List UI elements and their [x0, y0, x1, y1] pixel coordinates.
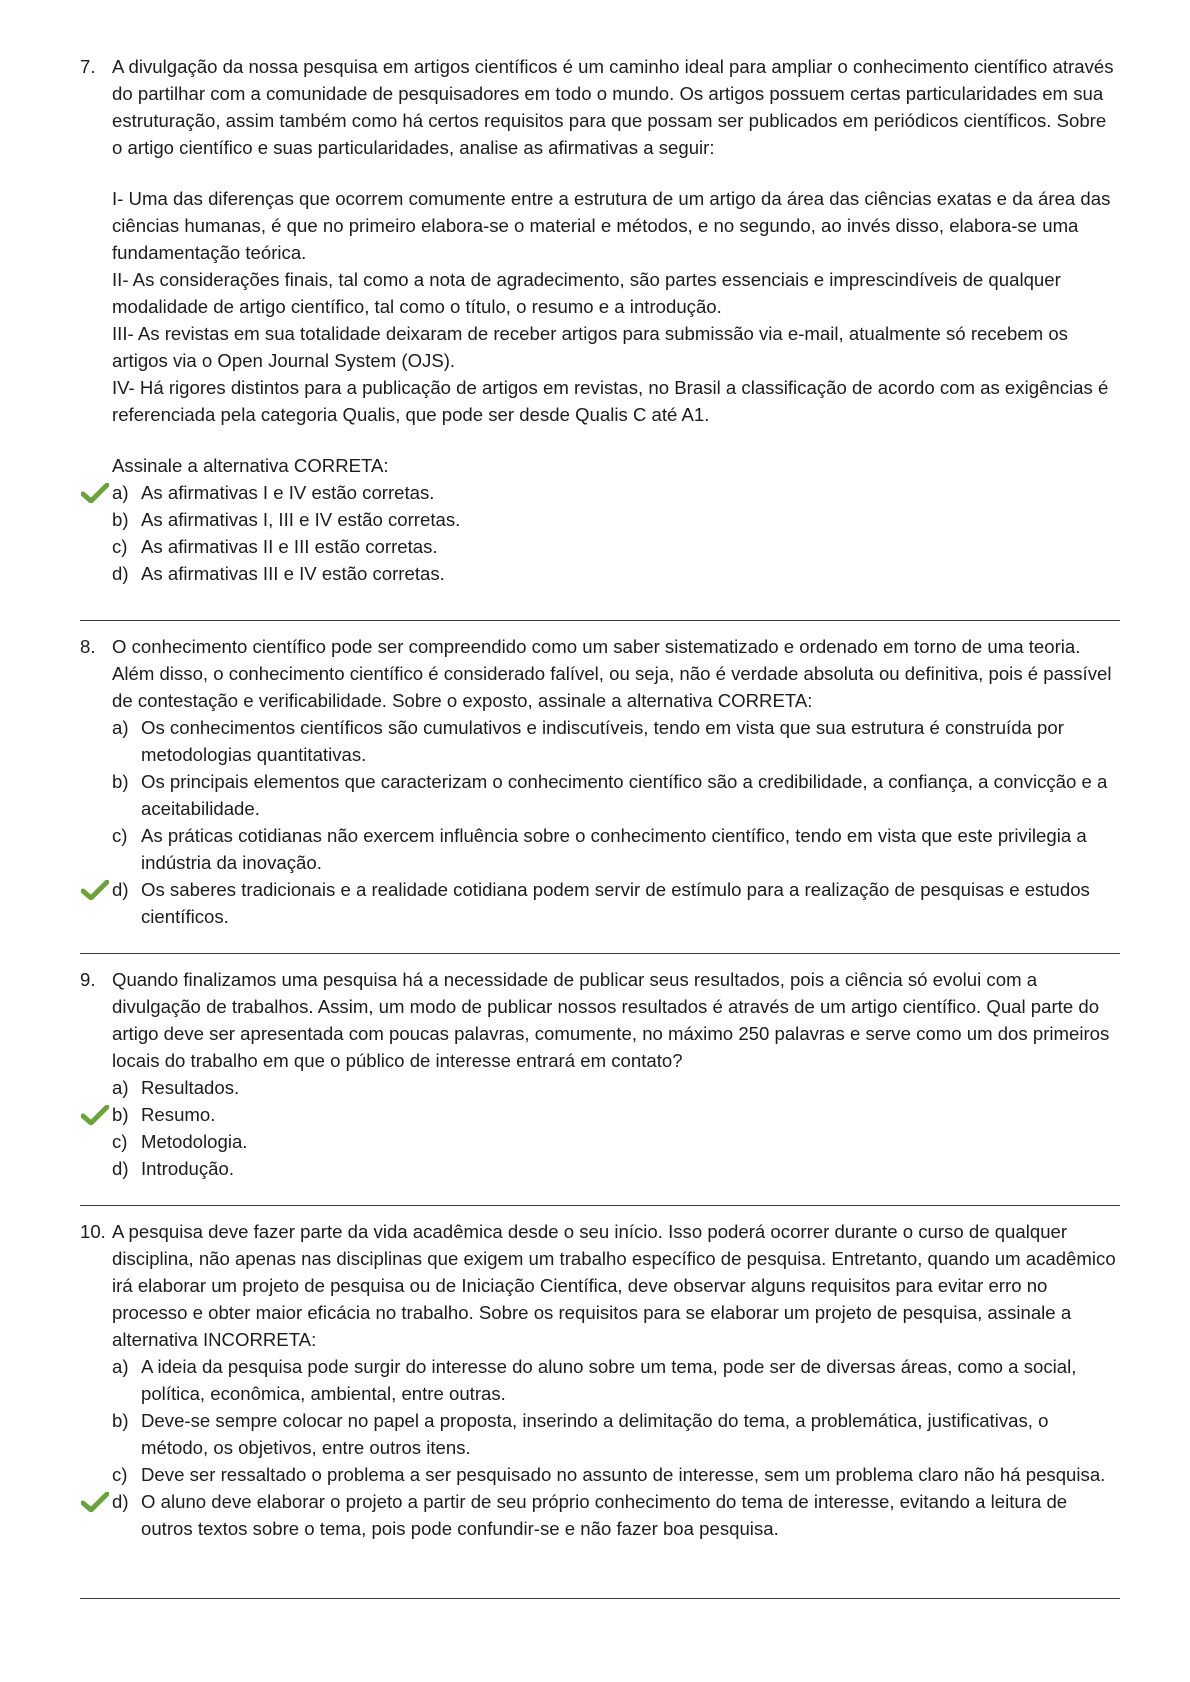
- option-c[interactable]: [80, 1461, 1120, 1488]
- option-letter: d): [112, 563, 129, 584]
- option-letter: a): [112, 1077, 129, 1098]
- option-letter: c): [112, 1464, 128, 1485]
- section-divider: [80, 1205, 1120, 1206]
- option-a[interactable]: [80, 1353, 1120, 1407]
- question-number: 9.: [80, 969, 96, 990]
- option-text: O aluno deve elaborar o projeto a partir de seu próprio conhecimento do tema de interesse, evitando a leitura de outros textos sobre o tema, pois pode confundir-se e não fazer boa pesquisa.: [141, 1491, 1068, 1539]
- option-text: As afirmativas I, III e IV estão corretas.: [141, 509, 461, 530]
- option-a[interactable]: [80, 479, 1120, 506]
- question-9-stem: [80, 966, 1120, 1074]
- option-text: A ideia da pesquisa pode surgir do interesse do aluno sobre um tema, pode ser de diversas áreas, como a social, política, econômica, ambiental, entre outras.: [141, 1356, 1077, 1404]
- question-number: 8.: [80, 636, 96, 657]
- statement-1: I- Uma das diferenças que ocorrem comumente entre a estrutura de um artigo da área das ciências exatas e da área das ciências humanas, é que no primeiro elabora-se o material e métodos, e no segundo, ao invés disso, elabora-se uma fundamentação teórica.: [112, 188, 1111, 263]
- option-letter: d): [112, 1491, 129, 1512]
- statement-4: IV- Há rigores distintos para a publicação de artigos em revistas, no Brasil a classificação de acordo com as exigências é referenciada pela categoria Qualis, que pode ser desde Qualis C até A1.: [112, 377, 1109, 425]
- option-letter: b): [112, 771, 129, 792]
- question-number: 7.: [80, 56, 96, 77]
- option-letter: a): [112, 1356, 129, 1377]
- question-number: 10.: [80, 1221, 106, 1242]
- checkmark-icon: [81, 880, 109, 900]
- option-text: As afirmativas I e IV estão corretas.: [141, 482, 435, 503]
- option-a[interactable]: [80, 714, 1120, 768]
- option-text: Introdução.: [141, 1158, 235, 1179]
- option-text: Deve-se sempre colocar no papel a proposta, inserindo a delimitação do tema, a problemática, justificativas, o método, os objetivos, entre outros itens.: [141, 1410, 1049, 1458]
- option-letter: b): [112, 509, 129, 530]
- option-b[interactable]: [80, 1407, 1120, 1461]
- option-letter: a): [112, 482, 129, 503]
- section-divider: [80, 953, 1120, 954]
- checkmark-icon: [81, 483, 109, 503]
- question-8-stem: [80, 633, 1120, 714]
- option-d[interactable]: [80, 876, 1120, 930]
- statement-3: III- As revistas em sua totalidade deixaram de receber artigos para submissão via e-mail, atualmente só recebem os artigos via o Open Journal System (OJS).: [112, 323, 1068, 371]
- option-b[interactable]: [80, 506, 1120, 533]
- question-prompt: Assinale a alternativa CORRETA:: [112, 455, 389, 476]
- option-text: Os principais elementos que caracterizam o conhecimento científico são a credibilidade, a confiança, a convicção e a aceitabilidade.: [141, 771, 1108, 819]
- option-d[interactable]: [80, 1488, 1120, 1542]
- option-d[interactable]: [80, 560, 1120, 587]
- question-text: O conhecimento científico pode ser compreendido como um saber sistematizado e ordenado em torno de uma teoria. Além disso, o conhecimento científico é considerado falível, ou seja, não é verdade absoluta ou definitiva, pois é passível de contestação e verificabilidade. Sobre o exposto, assinale a alternativa CORRETA:: [112, 636, 1112, 711]
- section-divider: [80, 1598, 1120, 1599]
- option-text: Resultados.: [141, 1077, 240, 1098]
- option-text: Metodologia.: [141, 1131, 248, 1152]
- option-letter: b): [112, 1104, 129, 1125]
- option-b[interactable]: [80, 768, 1120, 822]
- option-d[interactable]: [80, 1155, 1120, 1182]
- option-letter: d): [112, 879, 129, 900]
- option-letter: a): [112, 717, 129, 738]
- question-7: [80, 53, 1120, 587]
- option-letter: c): [112, 1131, 128, 1152]
- question-8: [80, 633, 1120, 930]
- checkmark-icon: [81, 1492, 109, 1512]
- question-text: A divulgação da nossa pesquisa em artigos científicos é um caminho ideal para ampliar o conhecimento científico através do partilhar com a comunidade de pesquisadores em todo o mundo. Os artigos possuem certas particularidades em sua estruturação, assim também como há certos requisitos para que possam ser publicados em periódicos científicos. Sobre o artigo científico e suas particularidades, analise as afirmativas a seguir:: [112, 56, 1114, 158]
- option-letter: c): [112, 825, 128, 846]
- option-text: As afirmativas III e IV estão corretas.: [141, 563, 445, 584]
- question-9: [80, 966, 1120, 1182]
- option-text: Deve ser ressaltado o problema a ser pesquisado no assunto de interesse, sem um problema claro não há pesquisa.: [141, 1464, 1106, 1485]
- option-letter: b): [112, 1410, 129, 1431]
- option-a[interactable]: [80, 1074, 1120, 1101]
- question-text: A pesquisa deve fazer parte da vida acadêmica desde o seu início. Isso poderá ocorrer durante o curso de qualquer disciplina, não apenas nas disciplinas que exigem um trabalho específico de pesquisa. Entretanto, quando um acadêmico irá elaborar um projeto de pesquisa ou de Iniciação Científica, deve observar alguns requisitos para evitar erro no processo e obter maior eficácia no trabalho. Sobre os requisitos para se elaborar um projeto de pesquisa, assinale a alternativa INCORRETA:: [112, 1221, 1116, 1350]
- option-text: As práticas cotidianas não exercem influência sobre o conhecimento científico, tendo em vista que este privilegia a indústria da inovação.: [141, 825, 1087, 873]
- question-text: Quando finalizamos uma pesquisa há a necessidade de publicar seus resultados, pois a ciência só evolui com a divulgação de trabalhos. Assim, um modo de publicar nossos resultados é através de um artigo científico. Qual parte do artigo deve ser apresentada com poucas palavras, comumente, no máximo 250 palavras e serve como um dos primeiros locais do trabalho em que o público de interesse entrará em contato?: [112, 969, 1110, 1071]
- option-text: Os saberes tradicionais e a realidade cotidiana podem servir de estímulo para a realização de pesquisas e estudos científicos.: [141, 879, 1090, 927]
- option-b[interactable]: [80, 1101, 1120, 1128]
- option-letter: d): [112, 1158, 129, 1179]
- option-text: Os conhecimentos científicos são cumulativos e indiscutíveis, tendo em vista que sua estrutura é construída por metodologias quantitativas.: [141, 717, 1064, 765]
- option-c[interactable]: [80, 1128, 1120, 1155]
- statement-2: II- As considerações finais, tal como a nota de agradecimento, são partes essenciais e imprescindíveis de qualquer modalidade de artigo científico, tal como o título, o resumo e a introdução.: [112, 269, 1061, 317]
- option-c[interactable]: [80, 533, 1120, 560]
- option-letter: c): [112, 536, 128, 557]
- section-divider: [80, 620, 1120, 621]
- checkmark-icon: [81, 1105, 109, 1125]
- question-7-stem: [80, 53, 1120, 161]
- option-text: Resumo.: [141, 1104, 216, 1125]
- question-10: [80, 1218, 1120, 1542]
- question-10-stem: [80, 1218, 1120, 1353]
- option-c[interactable]: [80, 822, 1120, 876]
- option-text: As afirmativas II e III estão corretas.: [141, 536, 438, 557]
